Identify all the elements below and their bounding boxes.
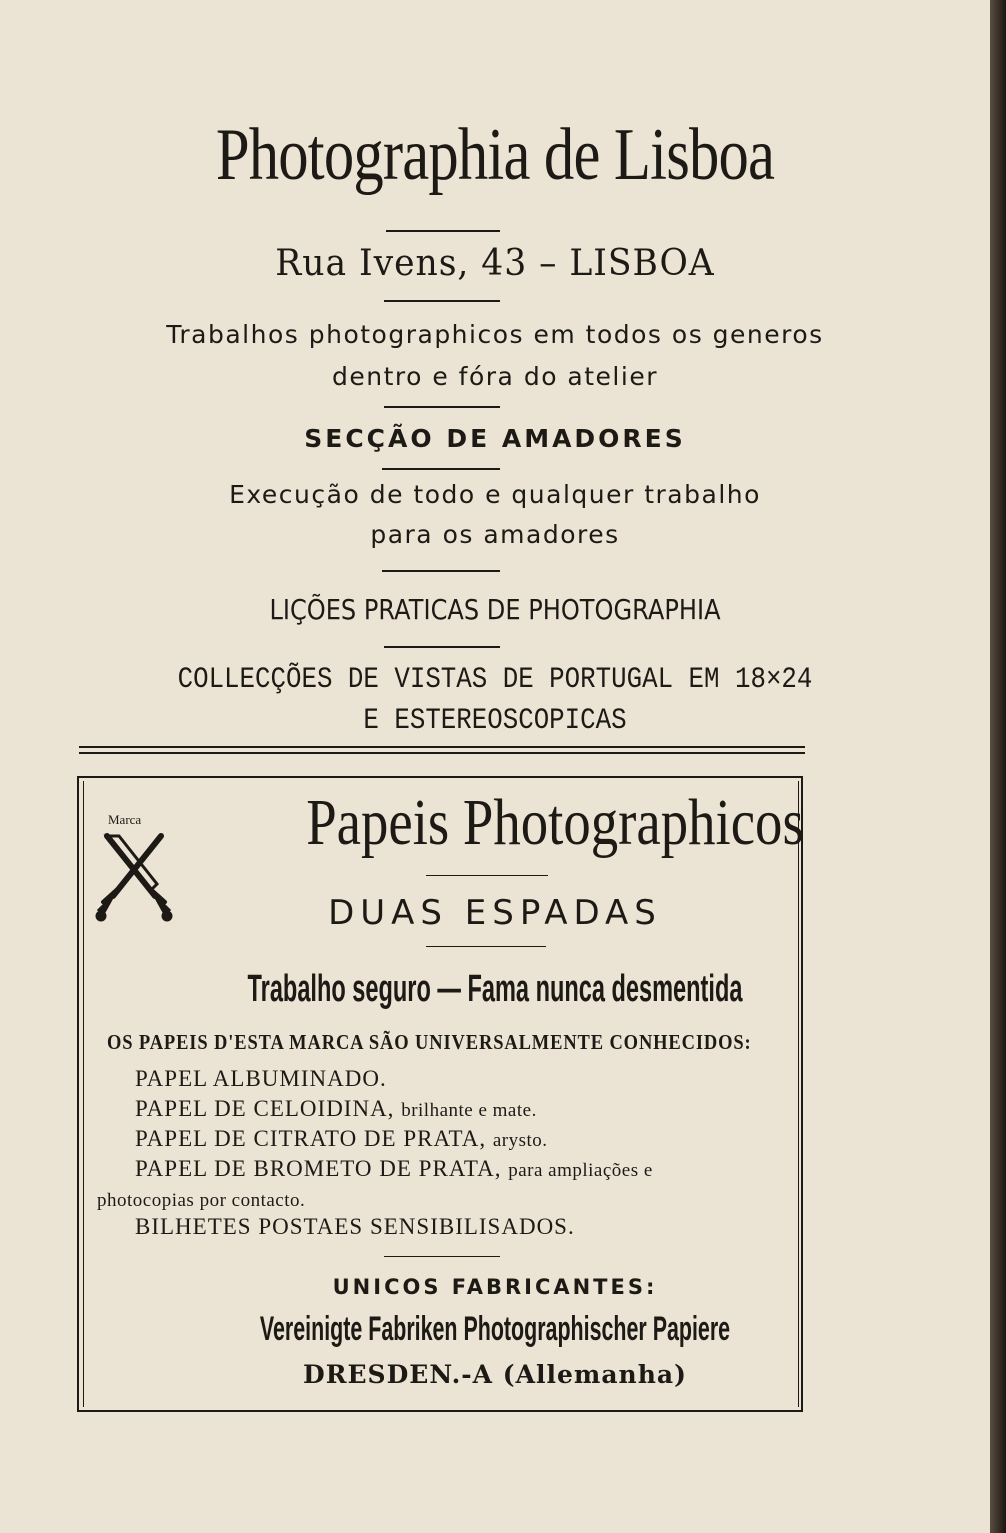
section-heading: SECÇÃO DE AMADORES [304,424,686,453]
address: Rua Ivens, 43 – LISBOA [275,243,715,284]
services-text: Trabalhos photographicos em todos os generos [166,320,824,349]
divider [384,406,500,408]
divider [382,570,500,572]
amateur-text: Execução de todo e qualquer trabalho [229,480,761,509]
product-item: PAPEL DE CITRATO DE PRATA, arysto. [135,1126,548,1151]
divider [426,875,548,876]
maker-name: Vereinigte Fabriken Photographischer Papiere [259,1310,731,1348]
double-rule [79,752,805,754]
collections-text: E ESTEREOSCOPICAS [363,704,627,738]
page-title: Photographia de Lisboa [215,114,775,196]
collections-text: COLLECÇÕES DE VISTAS DE PORTUGAL EM 18×24 [177,663,813,697]
divider [384,646,500,648]
ad-title: Papeis Photographicos [306,786,804,859]
makers-label: UNICOS FABRICANTES: [332,1275,658,1299]
divider [386,230,500,232]
lessons-heading: LIÇÕES PRATICAS DE PHOTOGRAPHIA [269,593,721,626]
product-item: PAPEL DE BROMETO DE PRATA, para ampliações e [135,1156,653,1181]
double-rule [79,746,805,748]
page-edge [990,0,1006,1533]
product-item: PAPEL DE CELOIDINA, brilhante e mate. [135,1096,537,1121]
brand-label: Marca [108,812,142,827]
product-item: PAPEL ALBUMINADO. [135,1066,387,1091]
services-text: dentro e fóra do atelier [331,362,658,391]
divider [384,300,500,302]
product-item: BILHETES POSTAES SENSIBILISADOS. [135,1214,575,1239]
divider [384,1256,500,1257]
divider [426,946,546,947]
divider [382,468,500,470]
ad-subtitle: DUAS ESPADAS [328,893,662,933]
amateur-text: para os amadores [370,520,620,549]
product-item: photocopias por contacto. [97,1190,306,1211]
ad-intro: OS PAPEIS D'ESTA MARCA SÃO UNIVERSALMENTE CONHECIDOS: [107,1030,752,1054]
maker-city: DRESDEN.-A (Allemanha) [303,1360,687,1389]
ad-slogan: Trabalho seguro — Fama nunca desmentida [247,968,743,1010]
